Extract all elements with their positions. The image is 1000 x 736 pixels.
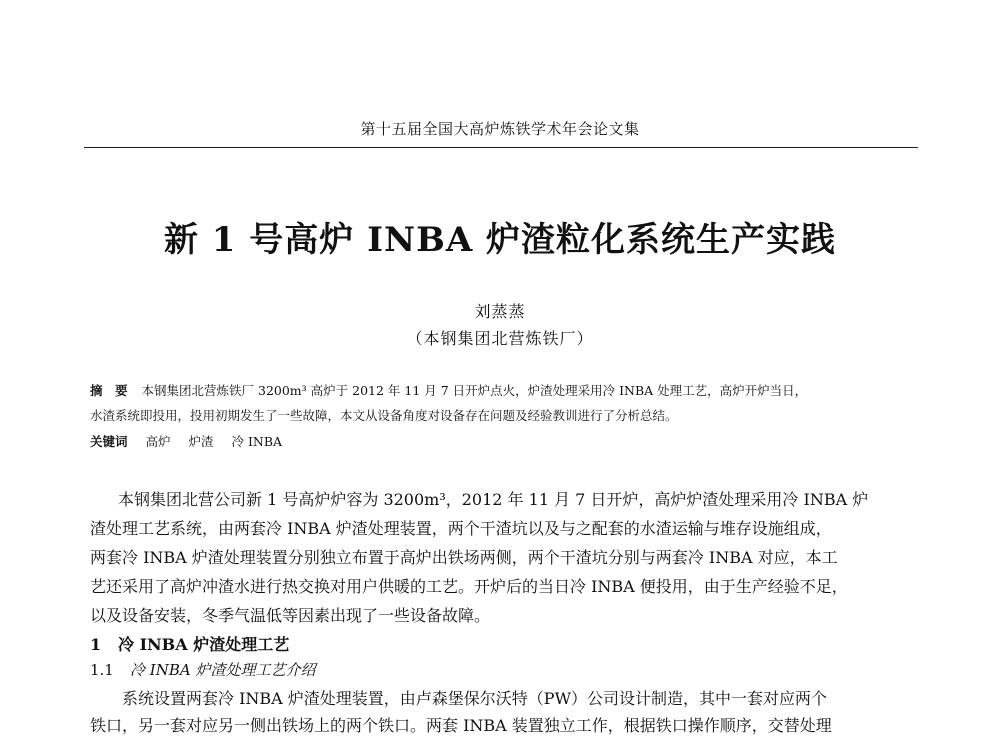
body-paragraph-2-line: 系统设置两套冷 INBA 炉渣处理装置，由卢森堡保尔沃特（PW）公司设计制造，其中一套对应两个 <box>122 689 828 708</box>
abstract-label: 摘 要 <box>90 383 128 398</box>
subsection-number: 1.1 <box>90 661 114 679</box>
paper-title: 新 1 号高炉 INBA 炉渣粒化系统生产实践 <box>163 220 837 260</box>
abstract-line-1 <box>90 381 910 399</box>
body-paragraph-1-line: 两套冷 INBA 炉渣处理装置分别独立布置于高炉出铁场两侧，两个干渣坑分别与两套冷 INBA 对应，本工 <box>90 548 838 567</box>
keywords-label: 关键词 <box>90 434 128 449</box>
author-name: 刘蒸蒸 <box>474 302 526 321</box>
section-heading-1 <box>90 632 289 655</box>
journal-header: 第十五届全国大高炉炼铁学术年会论文集 <box>360 120 640 138</box>
body-paragraph-2-line: 铁口，另一套对应另一侧出铁场上的两个铁口。两套 INBA 装置独立工作，根据铁口操作顺序，交替处理 <box>90 716 832 735</box>
author-affiliation: （本钢集团北营炼铁厂） <box>406 329 594 348</box>
section-title: 冷 INBA 炉渣处理工艺 <box>118 635 290 654</box>
body-paragraph-1-line: 本钢集团北营公司新 1 号高炉炉容为 3200m³，2012 年 11 月 7 日开炉，高炉炉渣处理采用冷 INBA 炉 <box>118 490 869 509</box>
abstract-line-2: 水渣系统即投用，投用初期发生了一些故障，本文从设备角度对设备存在问题及经验教训进行了分析总结。 <box>90 408 678 423</box>
section-heading-1-1 <box>90 659 315 680</box>
header-rule <box>84 147 918 148</box>
keyword-item: 冷 INBA <box>231 434 283 449</box>
section-number: 1 <box>90 635 102 654</box>
body-paragraph-1-line: 渣处理工艺系统，由两套冷 INBA 炉渣处理装置，两个干渣坑以及与之配套的水渣运输与堆存设施组成， <box>90 519 832 538</box>
keyword-item: 炉渣 <box>188 434 214 449</box>
body-paragraph-1-line: 艺还采用了高炉冲渣水进行热交换对用户供暖的工艺。开炉后的当日冷 INBA 便投用，由于生产经验不足， <box>90 577 848 596</box>
abstract-text-1: 本钢集团北营炼铁厂 3200m³ 高炉于 2012 年 11 月 7 日开炉点火，炉渣处理采用冷 INBA 处理工艺，高炉开炉当日， <box>141 383 808 398</box>
subsection-title: 冷 INBA 炉渣处理工艺介绍 <box>130 661 316 679</box>
body-paragraph-1-line: 以及设备安装，冬季气温低等因素出现了一些设备故障。 <box>90 606 491 625</box>
keyword-item: 高炉 <box>145 434 171 449</box>
keywords-line <box>90 432 910 450</box>
